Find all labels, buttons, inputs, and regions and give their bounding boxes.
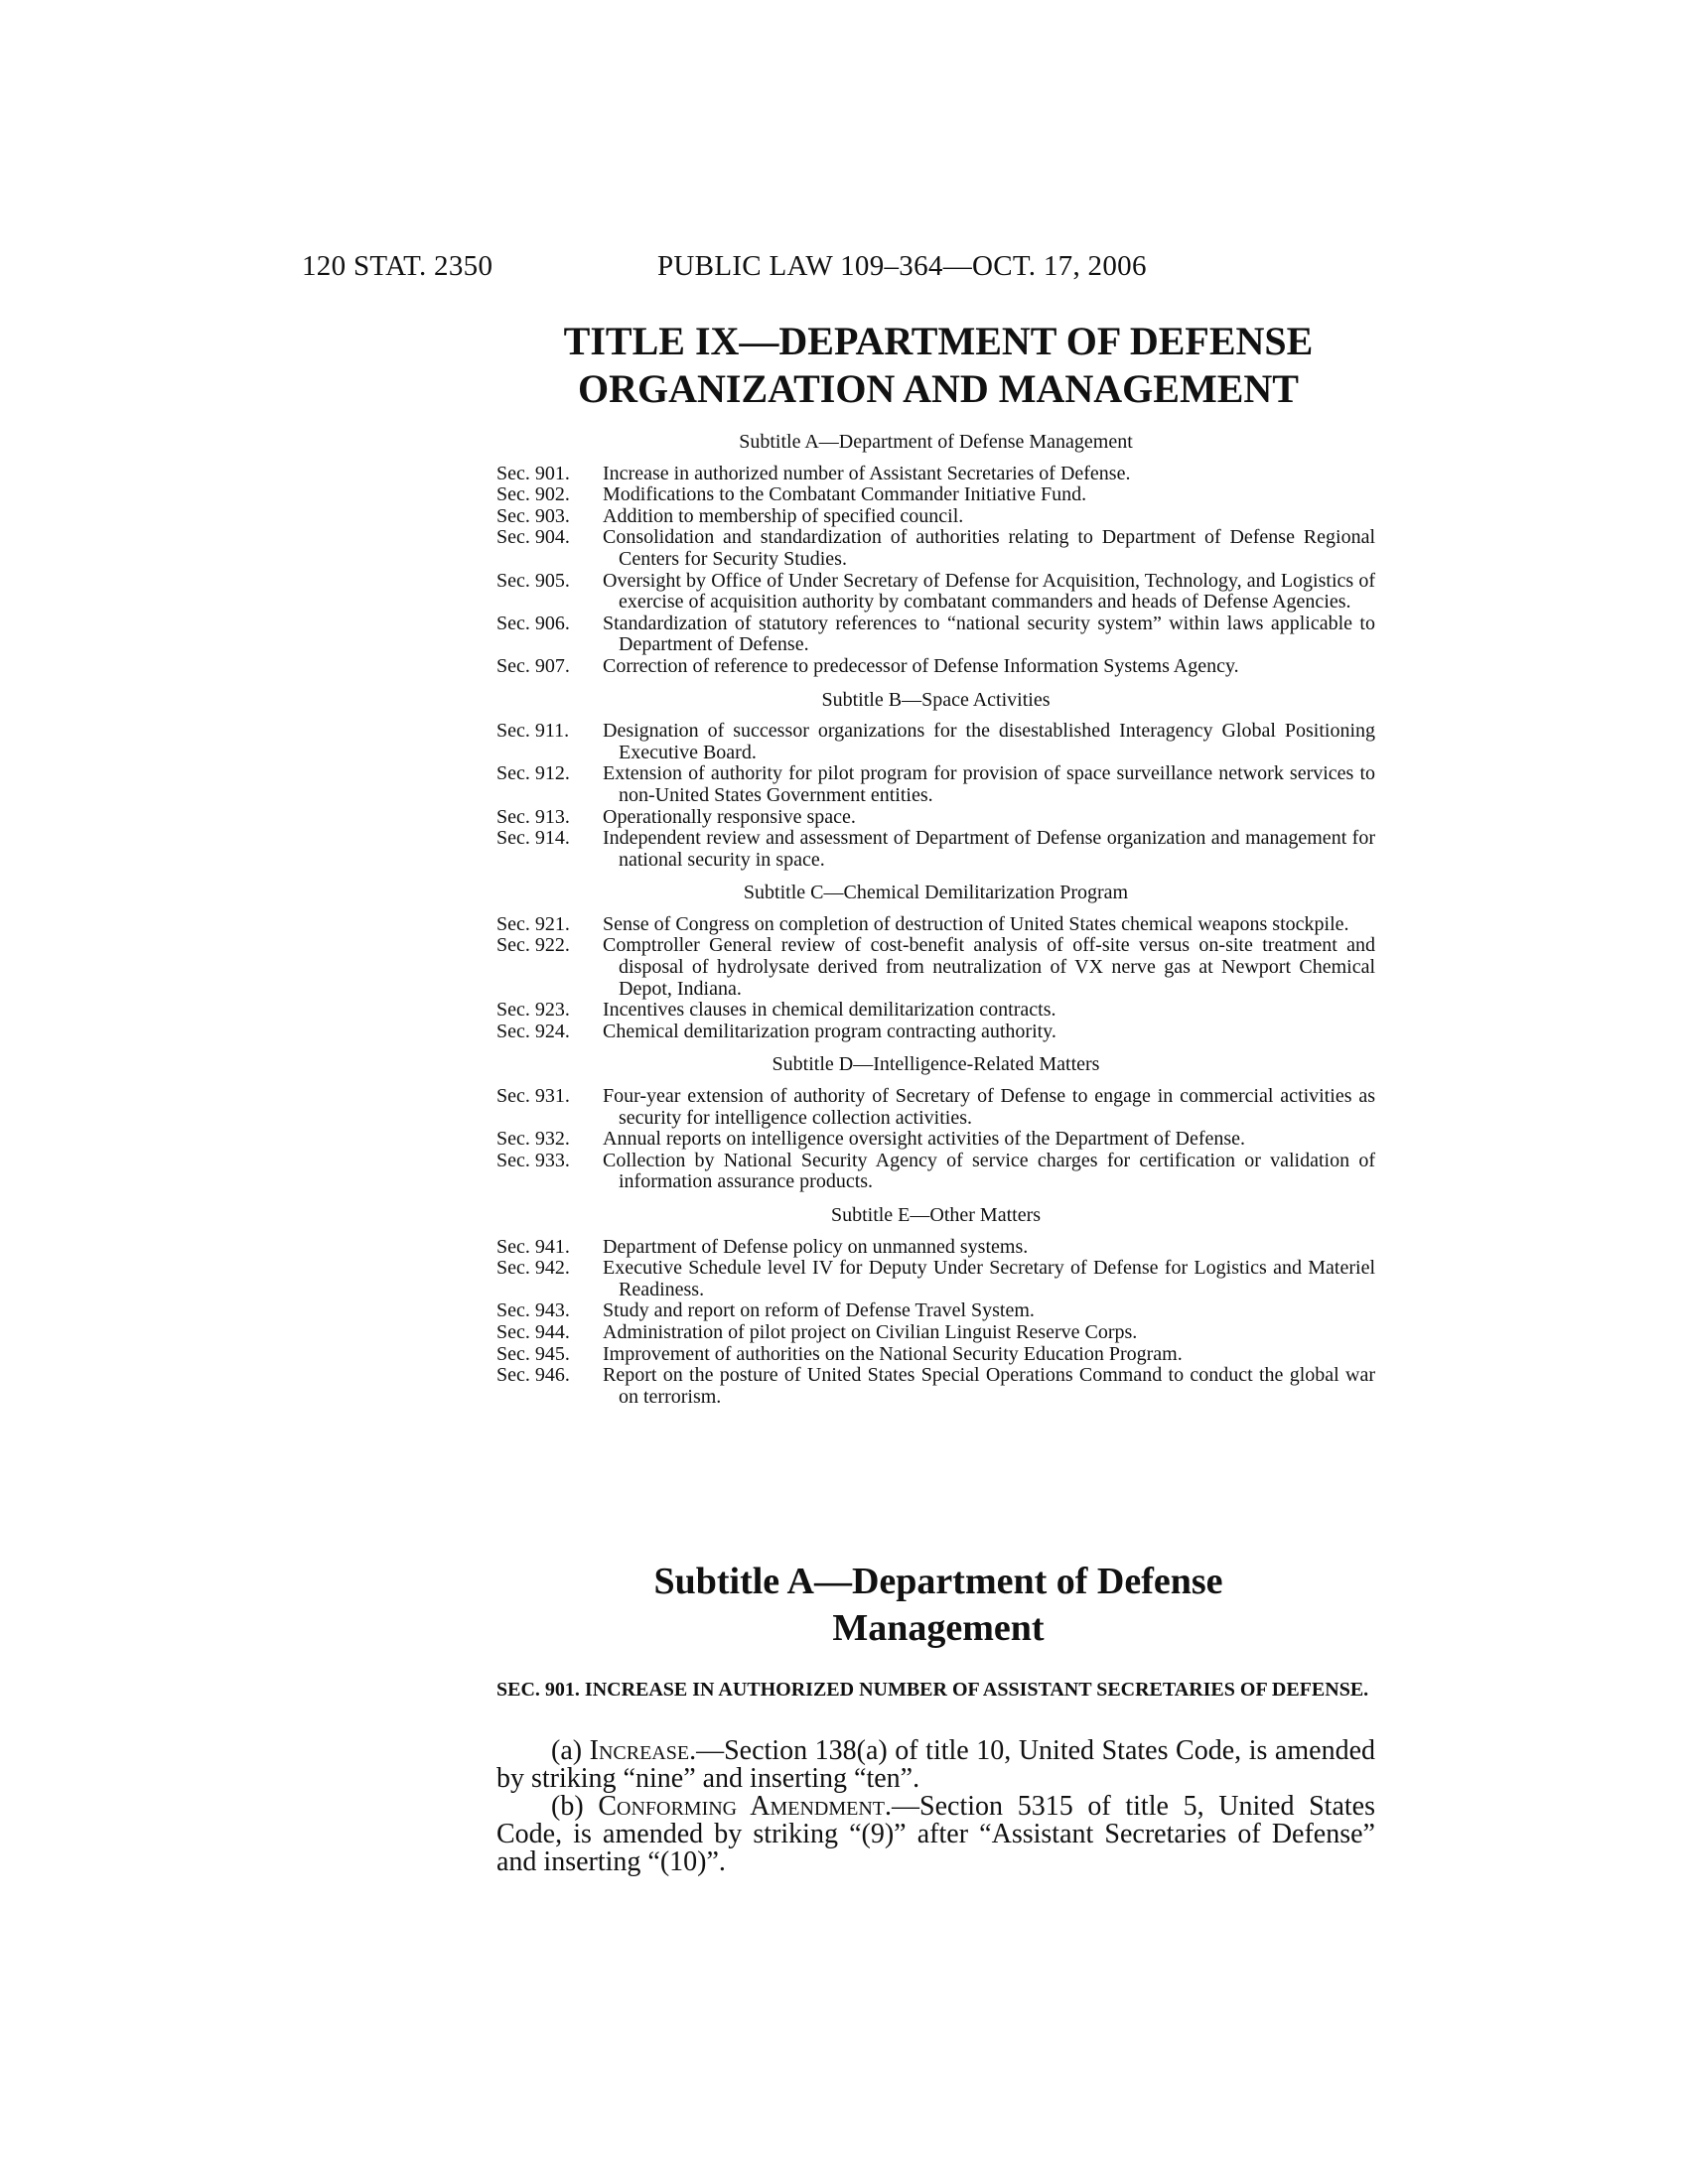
toc-entry [496, 1129, 1375, 1151]
toc-subtitle-heading: Subtitle D—Intelligence-Related Matters [772, 1053, 1100, 1076]
toc-entry-number: Sec. 912. [496, 762, 570, 785]
paragraph-a-label: (a) [551, 1735, 590, 1766]
toc-entry-text: Designation of successor organizations for the disestablished Interagency Global Positioning Executive Board. [603, 720, 1375, 763]
toc-entry [496, 1258, 1375, 1300]
paragraph-b-caps: Conforming Amendment [598, 1791, 886, 1822]
toc-entry-number: Sec. 905. [496, 569, 570, 592]
paragraph-b-label: (b) [551, 1791, 599, 1822]
toc-entry [496, 1344, 1375, 1366]
toc-entry [496, 1365, 1375, 1408]
toc-entry-text: Operationally responsive space. [603, 805, 856, 828]
toc-entry-number: Sec. 943. [496, 1299, 570, 1322]
toc-entry-number: Sec. 923. [496, 999, 570, 1022]
toc-entry [496, 527, 1375, 570]
toc-subtitle-heading: Subtitle E—Other Matters [830, 1204, 1042, 1226]
toc-entry-number: Sec. 902. [496, 483, 570, 506]
toc-entry-text: Modifications to the Combatant Commander Initiative Fund. [603, 483, 1087, 506]
toc-entry-number: Sec. 901. [496, 462, 570, 484]
toc-entry-number: Sec. 922. [496, 934, 570, 957]
paragraph-a [496, 1737, 1375, 1793]
toc-entry-text: Annual reports on intelligence oversight activities of the Department of Defense. [603, 1128, 1246, 1151]
toc-entry-number: Sec. 907. [496, 654, 570, 677]
toc-entry-number: Sec. 942. [496, 1257, 570, 1280]
toc-entry [496, 763, 1375, 806]
toc-entry [496, 464, 1375, 485]
paragraph-b [496, 1793, 1375, 1876]
stat-page-number: 120 STAT. 2350 [302, 250, 493, 282]
toc-entry-text: Report on the posture of United States Special Operations Command to conduct the global war on terrorism. [603, 1364, 1375, 1408]
toc-entry [496, 1022, 1375, 1043]
title-line-2: ORGANIZATION AND MANAGEMENT [578, 366, 1299, 411]
toc-entry-text: Executive Schedule level IV for Deputy Under Secretary of Defense for Logistics and Materiel Readiness. [603, 1257, 1375, 1300]
toc-entry-number: Sec. 933. [496, 1149, 570, 1171]
toc-entry-number: Sec. 941. [496, 1235, 570, 1258]
section-901-body [496, 1737, 1375, 1876]
toc-entry-number: Sec. 921. [496, 912, 570, 935]
toc-entry-text: Department of Defense policy on unmanned systems. [603, 1235, 1029, 1258]
toc-entry [496, 571, 1375, 614]
toc-entry-text: Consolidation and standardization of authorities relating to Department of Defense Regional Centers for Security Studies. [603, 526, 1375, 570]
toc-entry-text: Correction of reference to predecessor of Defense Information Systems Agency. [603, 654, 1239, 677]
toc-entry [496, 484, 1375, 506]
public-law-date: PUBLIC LAW 109–364—OCT. 17, 2006 [657, 250, 1147, 282]
toc-entry [496, 1151, 1375, 1193]
toc-entry-text: Chemical demilitarization program contracting authority. [603, 1020, 1056, 1042]
toc-entry [496, 935, 1375, 1000]
toc-entry [496, 506, 1375, 528]
toc-entry-text: Collection by National Security Agency of service charges for certification or validation of information assurance products. [603, 1149, 1375, 1193]
toc-entry [496, 721, 1375, 763]
subtitle-a-heading [536, 1559, 1340, 1652]
toc-entry [496, 1300, 1375, 1322]
toc-entry-text: Incentives clauses in chemical demilitarization contracts. [603, 999, 1056, 1022]
title-heading [367, 318, 1509, 413]
toc-entry [496, 1086, 1375, 1129]
toc-entry-text: Comptroller General review of cost-benefit analysis of off-site versus on-site treatment and disposal of hydrolysate derived from neutralization of VX nerve gas at Newport Chemical Depot, Indiana. [603, 934, 1375, 1000]
title-line-1: TITLE IX—DEPARTMENT OF DEFENSE [563, 319, 1314, 363]
toc-entry-number: Sec. 931. [496, 1085, 570, 1108]
toc-entry [496, 1237, 1375, 1259]
toc-entry-text: Administration of pilot project on Civilian Linguist Reserve Corps. [603, 1320, 1138, 1343]
toc-entry [496, 1322, 1375, 1344]
paragraph-b-text: .—Section 5315 of title 5, United States Code, is amended by striking “(9)” after “Assistant Secretaries of Defense” and inserting “(10)”. [496, 1791, 1375, 1877]
running-head [302, 250, 1379, 286]
toc-entry-number: Sec. 913. [496, 805, 570, 828]
toc-entry-text: Sense of Congress on completion of destruction of United States chemical weapons stockpile. [603, 912, 1349, 935]
toc-entry-text: Addition to membership of specified council. [603, 504, 964, 527]
toc-entry [496, 1000, 1375, 1022]
toc-entry-number: Sec. 944. [496, 1320, 570, 1343]
toc-entry-number: Sec. 914. [496, 827, 570, 850]
toc-entry-text: Increase in authorized number of Assistant Secretaries of Defense. [603, 462, 1131, 484]
toc-entry-number: Sec. 906. [496, 612, 570, 634]
toc-subtitle-heading: Subtitle A—Department of Defense Management [739, 431, 1133, 453]
subtitle-a-line-1: Subtitle A—Department of Defense [653, 1561, 1223, 1602]
toc-entry-text: Study and report on reform of Defense Travel System. [603, 1299, 1035, 1322]
toc-entry [496, 656, 1375, 678]
toc-entry [496, 828, 1375, 871]
toc-entry-text: Improvement of authorities on the National Security Education Program. [603, 1342, 1183, 1365]
toc-entry-number: Sec. 911. [496, 720, 570, 743]
toc-entry [496, 614, 1375, 656]
toc-entry [496, 807, 1375, 829]
toc-entry-number: Sec. 945. [496, 1342, 570, 1365]
toc-entry-number: Sec. 932. [496, 1128, 570, 1151]
toc-entry-text: Standardization of statutory references to “national security system” within laws applicable to Department of Defense. [603, 612, 1375, 656]
toc-subtitle-heading: Subtitle B—Space Activities [821, 688, 1051, 711]
paragraph-a-caps: Increase [589, 1735, 690, 1766]
section-901-heading: SEC. 901. INCREASE IN AUTHORIZED NUMBER OF ASSISTANT SECRETARIES OF DEFENSE. [496, 1679, 1369, 1701]
subtitle-a-line-2: Management [832, 1607, 1045, 1649]
toc-entry-number: Sec. 904. [496, 526, 570, 549]
toc-entry-text: Four-year extension of authority of Secretary of Defense to engage in commercial activities as security for intelligence collection activities. [603, 1085, 1375, 1129]
toc-entry-number: Sec. 924. [496, 1020, 570, 1042]
toc-entry-text: Extension of authority for pilot program for provision of space surveillance network services to non-United States Government entities. [603, 762, 1375, 806]
toc-entry-number: Sec. 946. [496, 1364, 570, 1387]
paragraph-a-text: .—Section 138(a) of title 10, United States Code, is amended by striking “nine” and inserting “ten”. [496, 1735, 1375, 1794]
toc-entry-number: Sec. 903. [496, 504, 570, 527]
toc-entry-text: Oversight by Office of Under Secretary of Defense for Acquisition, Technology, and Logistics of exercise of acquisition authority by combatant commanders and heads of Defense Agencies. [603, 569, 1375, 614]
table-of-contents [496, 432, 1375, 1408]
toc-subtitle-heading: Subtitle C—Chemical Demilitarization Program [743, 882, 1129, 904]
toc-entry-text: Independent review and assessment of Department of Defense organization and management for national security in space. [603, 827, 1375, 871]
toc-entry [496, 914, 1375, 936]
